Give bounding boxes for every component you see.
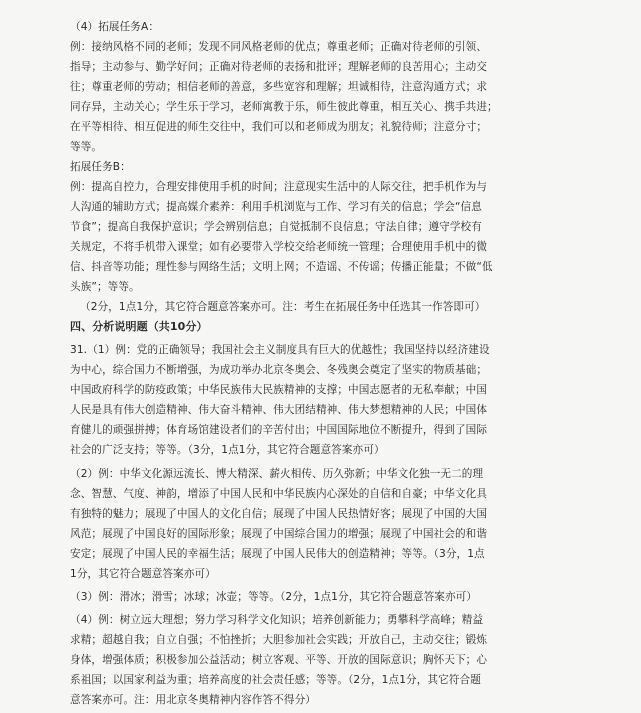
q31-1-line: 育健儿的顽强拼搏；体育场馆建设者们的辛苦付出；中国国际地位不断提升，得到了国际 [70, 424, 488, 436]
task-b-line: 例：提高自控力，合理安排使用手机的时间；注意现实生活中的人际交往，把手机作为与 [70, 181, 488, 193]
q31-1-line: 中国政府科学的防疫政策；中华民族伟大民族精神的支撑；中国志愿者的无私奉献；中国 [70, 384, 488, 396]
task-a-title: （4）拓展任务A： [70, 21, 160, 33]
task-a-line: 同存异，主动关心；学生乐于学习，老师寓教于乐，师生彼此尊重，相互关心、携手共进； [70, 101, 498, 113]
task-b-title: 拓展任务B： [70, 161, 131, 173]
q31-2-line: （2）例：中华文化源远流长、博大精深、薪火相传、历久弥新；中华文化独一无二的理 [70, 468, 484, 480]
task-b-line: 信、抖音等功能；理性参与网络生活；文明上网；不造谣、不传谣；传播正能量；不做“低 [70, 261, 493, 273]
task-a-line: 例：接纳风格不同的老师；发现不同风格老师的优点；尊重老师；正确对待老师的引领、 [70, 41, 488, 53]
q31-4-line: （4）例：树立远大理想；努力学习科学文化知识；培养创新能力；勇攀科学高峰；精益 [70, 614, 484, 626]
q31-1-line: 为中心，综合国力不断增强，为成功举办北京冬奥会、冬残奥会奠定了坚实的物质基础； [70, 364, 488, 376]
task-a-line: 指导；主动参与、勤学好问；正确对待老师的表扬和批评；理解老师的良苦用心；主动交 [70, 61, 488, 73]
q31-2-line: 安定；展现了中国人民的幸福生活；展现了中国人民伟大的创造精神；等等。（3分，1点 [70, 548, 485, 560]
section-heading: 四、分析说明题（共10分） [70, 320, 208, 333]
scoring-note: （2分，1点1分，其它符合题意答案亦可。注：考生在拓展任务中任选其一作答即可） [80, 301, 486, 313]
q31-2-line: 有独特的魅力；展现了中国人的文化自信；展现了中国人民热情好客；展现了中国的大国 [70, 508, 488, 520]
task-a-line: 在平等相待、相互促进的师生交往中，我们可以和老师成为朋友；礼貌待师；注意分寸； [70, 121, 488, 133]
q31-4-line: 系祖国；以国家利益为重；培养高度的社会责任感；等等。（2分，1点1分，其它符合题 [70, 674, 481, 686]
task-b-line: 节食”；提高自我保护意识；学会辨别信息；自觉抵制不良信息；守法自律；遵守学校有 [70, 221, 482, 233]
q31-1-line: 社会的广泛支持；等等。（3分，1点1分，其它符合题意答案亦可） [70, 444, 385, 456]
q31-3-line: （3）例：滑冰；滑雪；冰球；冰壶；等等。（2分，1点1分，其它符合题意答案亦可） [70, 591, 478, 603]
task-b-line: 关规定，不将手机带入课堂；如有必要带入学校交给老师统一管理；合理使用手机中的微 [70, 241, 488, 253]
task-a-line: 等等。 [70, 141, 103, 153]
task-b-line: 人沟通的辅助方式；提高媒介素养：利用手机浏览与工作、学习有关的信息；学会“信息 [70, 201, 482, 213]
q31-1-line: 31.（1）例：党的正确领导；我国社会主义制度具有巨大的优越性；我国坚持以经济建设 [70, 344, 490, 356]
q31-4-line: 求精；超越自我；自立自强；不怕挫折；大胆参加社会实践；开放自己，主动交往；锻炼 [70, 634, 488, 646]
q31-1-line: 人民是具有伟大创造精神、伟大奋斗精神、伟大团结精神、伟大梦想精神的人民；中国体 [70, 404, 488, 416]
task-a-line: 往；尊重老师的劳动；相信老师的善意，多些宽容和理解；坦诚相待，注意沟通方式；求 [70, 81, 488, 93]
q31-2-line: 1分，其它符合题意答案亦可） [70, 568, 216, 580]
q31-4-line: 意答案亦可。注：用北京冬奥精神内容作答不得分） [70, 694, 316, 706]
q31-2-line: 风范；展现了中国良好的国际形象；展现了中国综合国力的增强；展现了中国社会的和谐 [70, 528, 488, 540]
task-b-line: 头族”；等等。 [70, 281, 140, 293]
q31-2-line: 念、智慧、气度、神韵，增添了中国人民和中华民族内心深处的自信和自豪；中华文化具 [70, 488, 488, 500]
q31-4-line: 身体，增强体质；积极参加公益活动；树立客观、平等、开放的国际意识；胸怀天下；心 [70, 654, 488, 666]
